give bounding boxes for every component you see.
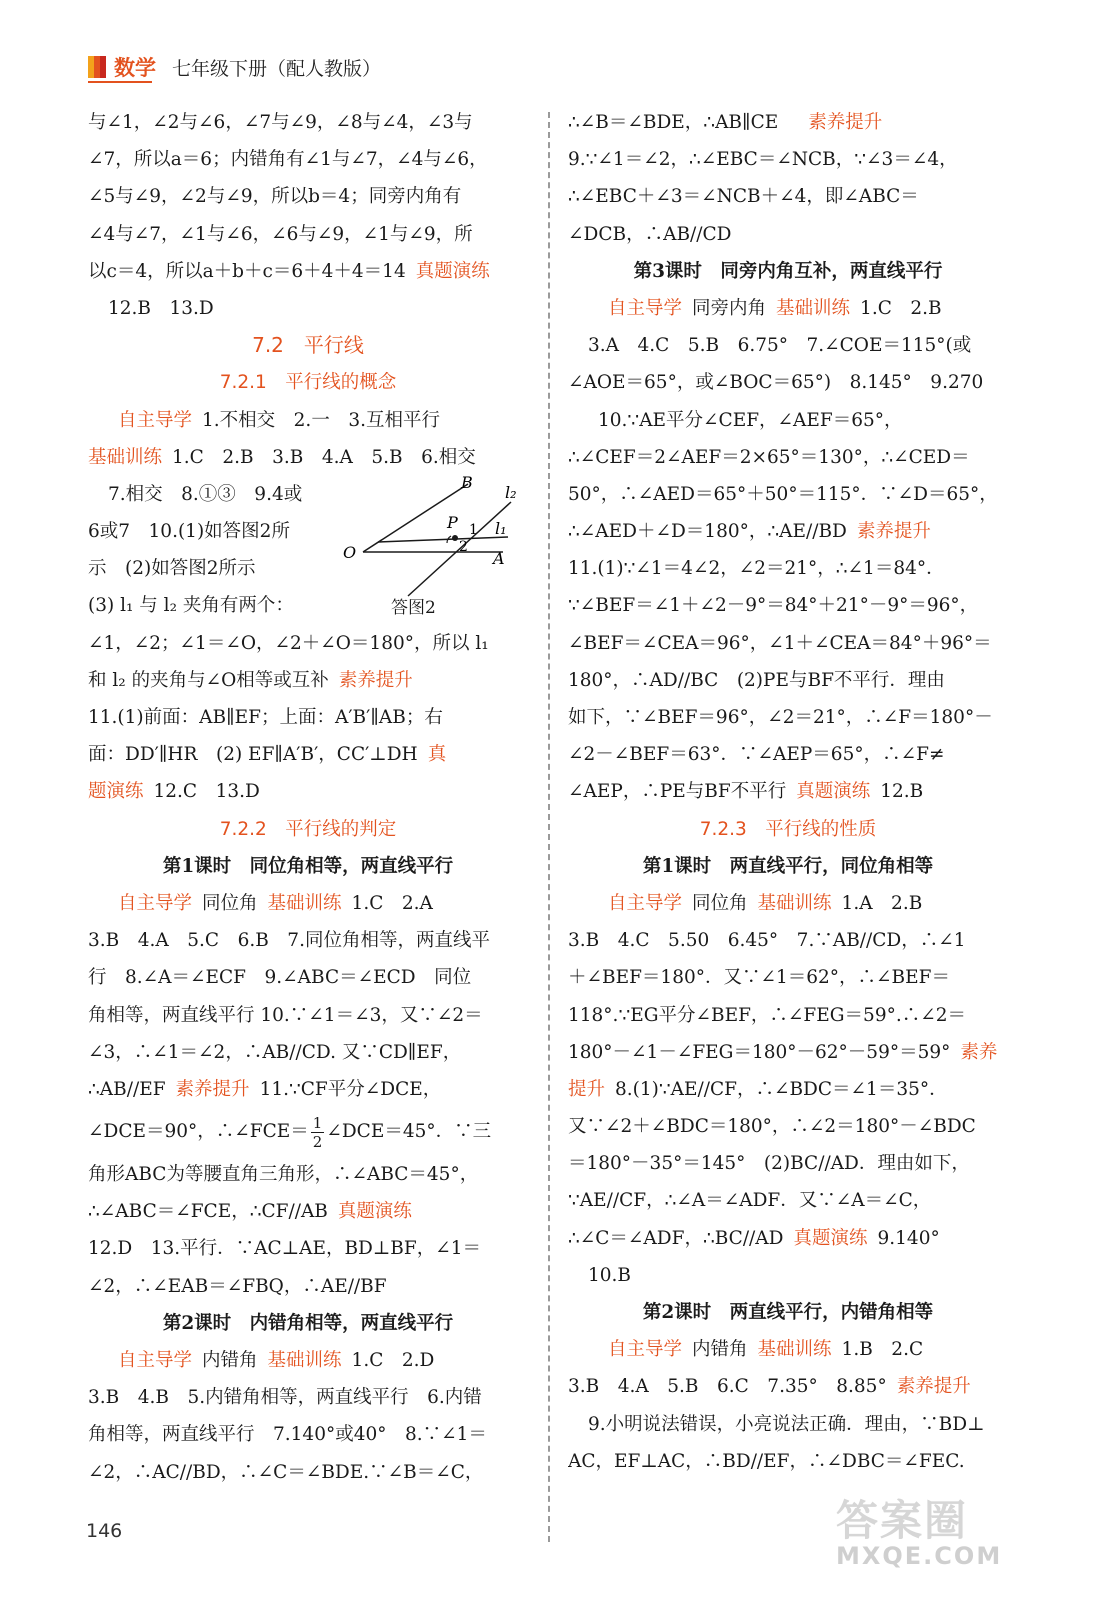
answer-text: 1.C 2.B bbox=[860, 297, 942, 319]
answer-line: 角形ABC为等腰直角三角形，∴∠ABC＝45°， bbox=[88, 1164, 479, 1186]
section-tag: 真题演练 bbox=[415, 260, 490, 282]
answer-line: ＋∠BEF＝180°．又∵∠1＝62°，∴∠BEF＝ bbox=[568, 967, 950, 989]
answer-line: ∠3，∴∠1＝∠2，∴AB//CD. 又∵CD∥EF， bbox=[88, 1041, 462, 1063]
answer-line: 3.B 4.B 5.内错角相等，两直线平行 6.内错 bbox=[88, 1387, 482, 1409]
fraction-numerator: 1 bbox=[312, 1113, 323, 1132]
answer-line: 9.∵∠1＝∠2，∴∠EBC＝∠NCB，∵∠3＝∠4， bbox=[568, 149, 958, 171]
answer-line: 3.B 4.C 5.50 6.45° 7.∵AB//CD，∴∠1 bbox=[568, 930, 966, 952]
section-tag: 基础训练 bbox=[267, 1350, 342, 1371]
section-tag: 素养提升 bbox=[856, 521, 931, 543]
answer-line: 9.小明说法错误，小亮说法正确．理由，∵BD⊥ bbox=[588, 1413, 985, 1435]
answer-line bbox=[88, 1193, 528, 1230]
lesson-heading: 第1课时 两直线平行，同位角相等 bbox=[642, 855, 934, 877]
answer-line bbox=[568, 1220, 1008, 1257]
answer-text: 8.(1)∵AE//CF，∴∠BDC＝∠1＝35°． bbox=[615, 1078, 948, 1100]
answer-text: 同旁内角 bbox=[692, 297, 767, 319]
answer-line: ∠5与∠9，∠2与∠9，所以b＝4；同旁内角有 bbox=[88, 186, 462, 208]
answer-line: 10.∵AE平分∠CEF，∠AEF＝65°， bbox=[598, 409, 903, 431]
answer-line: 与∠1，∠2与∠6，∠7与∠9，∠8与∠4，∠3与 bbox=[88, 112, 473, 133]
answer-line: ∴∠CEF＝2∠AEF＝2×65°＝130°，∴∠CED＝ bbox=[568, 446, 970, 468]
section-tag: 素养提升 bbox=[808, 112, 883, 133]
answer-line bbox=[88, 253, 528, 290]
answer-text: 同位角 bbox=[692, 892, 748, 914]
answer-line: AC，EF⊥AC，∴BD//EF，∴∠DBC＝∠FEC. bbox=[568, 1450, 965, 1472]
answer-line bbox=[88, 1108, 528, 1156]
answer-text: ∠AEP，∴PE与BF不平行 bbox=[568, 781, 787, 803]
answer-line: 11.(1)∵∠1＝4∠2，∠2＝21°，∴∠1＝84°． bbox=[568, 558, 945, 580]
answer-line: (3) l₁ 与 l₂ 夹角有两个： bbox=[88, 595, 294, 617]
lesson-heading: 第2课时 内错角相等，两直线平行 bbox=[162, 1312, 454, 1334]
section-tag: 素养提升 bbox=[896, 1376, 971, 1398]
answer-line: 行 8.∠A＝∠ECF 9.∠ABC＝∠ECD 同位 bbox=[88, 967, 472, 989]
brand-mark-icon bbox=[88, 56, 106, 78]
section-tag: 素养提升 bbox=[175, 1078, 250, 1100]
answer-text: ∴∠C＝∠ADF，∴BC//AD bbox=[568, 1227, 784, 1249]
answer-line: 180°，∴AD//BC (2)PE与BF不平行．理由 bbox=[568, 669, 945, 691]
section-tag: 基础训练 bbox=[757, 1339, 832, 1361]
answer-text: ∴∠ABC＝∠FCE，∴CF//AB bbox=[88, 1201, 328, 1223]
answer-line: 12.B 13.D bbox=[108, 297, 214, 319]
answer-text: 1.A 2.B bbox=[841, 892, 923, 914]
answer-line bbox=[88, 1342, 528, 1379]
lesson-heading: 第3课时 同旁内角互补，两直线平行 bbox=[633, 260, 943, 282]
answer-line bbox=[568, 773, 1008, 810]
answer-line bbox=[568, 885, 1008, 922]
section-tag: 提升 bbox=[568, 1078, 606, 1100]
label-p: P bbox=[447, 512, 458, 532]
answer-line bbox=[88, 885, 528, 922]
section-tag: 真题演练 bbox=[793, 1227, 868, 1249]
point-p bbox=[452, 535, 458, 541]
answer-text: ∠DCE＝90°，∴∠FCE＝ bbox=[88, 1121, 309, 1143]
answer-line bbox=[88, 736, 528, 773]
answer-text: 1.C 2.D bbox=[351, 1350, 435, 1371]
answer-line bbox=[88, 773, 528, 810]
label-l1: l₁ bbox=[495, 518, 507, 538]
answer-line bbox=[568, 1034, 1008, 1071]
answer-text: 1.C 2.B 3.B 4.A 5.B 6.相交 bbox=[172, 446, 476, 468]
answer-line: 3.B 4.A 5.C 6.B 7.同位角相等，两直线平 bbox=[88, 930, 490, 952]
line-l1 bbox=[378, 537, 508, 542]
figure-caption: 答图2 bbox=[391, 597, 436, 618]
watermark-url: MXQE.COM bbox=[836, 1542, 1003, 1570]
lesson-heading: 第2课时 两直线平行，内错角相等 bbox=[642, 1302, 934, 1323]
section-tag: 自主导学 bbox=[118, 892, 193, 914]
answer-line: 12.D 13.平行．∵AC⊥AE，BD⊥BF，∠1＝ bbox=[88, 1238, 481, 1260]
answer-text: ∴∠B＝∠BDE，∴AB∥CE bbox=[568, 112, 779, 133]
section-tag: 自主导学 bbox=[608, 297, 683, 319]
section-tag: 基础训练 bbox=[267, 892, 342, 914]
answer-line: ∠BEF＝∠CEA＝96°，∠1＋∠CEA＝84°＋96°＝ bbox=[568, 632, 992, 654]
answer-line: ∠2，∴∠EAB＝∠FBQ，∴AE//BF bbox=[88, 1275, 387, 1297]
answer-line: ∠2－∠BEF＝63°．∵∠AEP＝65°，∴∠F≠ bbox=[568, 744, 945, 766]
page-header bbox=[88, 52, 381, 82]
label-l2: l₂ bbox=[505, 482, 517, 502]
header-underline bbox=[88, 81, 152, 83]
answer-line bbox=[568, 1071, 1008, 1108]
section-tag: 真题演练 bbox=[796, 781, 871, 803]
answer-line: ∠4与∠7，∠1与∠6，∠6与∠9，∠1与∠9，所 bbox=[88, 223, 473, 245]
right-column bbox=[568, 104, 1008, 1480]
answer-text: 3.B 4.A 5.B 6.C 7.35° 8.85° bbox=[568, 1376, 887, 1398]
label-angle-2: 2 bbox=[459, 538, 468, 555]
book-title: 七年级下册（配人教版） bbox=[172, 57, 382, 80]
figure-row bbox=[88, 476, 528, 625]
section-tag: 真题演练 bbox=[337, 1201, 412, 1223]
section-tag: 基础训练 bbox=[757, 892, 832, 914]
answer-line: 6或7 10.(1)如答图2所 bbox=[88, 521, 290, 543]
answer-line: 3.A 4.C 5.B 6.75° 7.∠COE＝115°(或 bbox=[588, 335, 972, 357]
label-o: O bbox=[343, 542, 357, 562]
answer-line bbox=[568, 290, 1008, 327]
subsection-heading: 7.2.1 平行线的概念 bbox=[219, 372, 397, 394]
answer-line: ∵∠BEF＝∠1＋∠2－9°＝84°＋21°－9°＝96°， bbox=[568, 595, 979, 617]
section-tag: 题演练 bbox=[88, 781, 144, 803]
answer-line bbox=[88, 1071, 528, 1108]
subsection-heading: 7.2.3 平行线的性质 bbox=[699, 818, 877, 840]
subsection-heading: 7.2.2 平行线的判定 bbox=[219, 818, 397, 840]
answer-line: ∠2，∴AC//BD，∴∠C＝∠BDE.∵∠B＝∠C， bbox=[88, 1461, 484, 1483]
answer-line: ∴∠EBC＋∠3＝∠NCB＋∠4，即∠ABC＝ bbox=[568, 186, 919, 208]
answer-figure-2 bbox=[343, 476, 523, 624]
answer-line bbox=[568, 104, 1008, 141]
section-tag: 基础训练 bbox=[88, 446, 163, 468]
answer-text: 内错角 bbox=[202, 1350, 258, 1371]
answer-line: 又∵∠2＋∠BDC＝180°，∴∠2＝180°－∠BDC bbox=[568, 1116, 976, 1138]
answer-line bbox=[88, 402, 528, 439]
label-angle-1: 1 bbox=[469, 521, 478, 538]
answer-line bbox=[88, 662, 528, 699]
answer-line: ∠DCB，∴AB//CD bbox=[568, 223, 732, 245]
answer-line: 角相等，两直线平行 10.∵∠1＝∠3，又∵∠2＝ bbox=[88, 1004, 483, 1026]
answer-line: 118°.∵EG平分∠BEF，∴∠FEG＝59°.∴∠2＝ bbox=[568, 1004, 966, 1026]
answer-text: 面：DD′∥HR (2) EF∥A′B′，CC′⊥DH bbox=[88, 744, 418, 766]
answer-text: 内错角 bbox=[692, 1339, 748, 1361]
answer-text: 180°－∠1－∠FEG＝180°－62°－59°＝59° bbox=[568, 1041, 951, 1063]
label-a: A bbox=[493, 548, 505, 568]
answer-text: ∴AB//EF bbox=[88, 1078, 166, 1100]
subject-title: 数学 bbox=[114, 56, 156, 80]
answer-text: 12.C 13.D bbox=[153, 781, 260, 803]
answer-line bbox=[88, 439, 528, 476]
answer-line: 11.(1)前面：AB∥EF；上面：A′B′∥AB；右 bbox=[88, 707, 443, 728]
answer-text: 11.∵CF平分∠DCE， bbox=[259, 1078, 442, 1100]
answer-line: ∵AE//CF，∴∠A＝∠ADF．又∵∠A＝∠C， bbox=[568, 1190, 932, 1212]
answer-text: 1.不相交 2.一 3.互相平行 bbox=[202, 409, 440, 431]
answer-text: 以c＝4，所以a＋b＋c＝6＋4＋4＝14 bbox=[88, 260, 406, 282]
section-tag: 自主导学 bbox=[118, 409, 193, 431]
answer-line: 7.相交 8.①③ 9.4或 bbox=[108, 483, 303, 505]
section-tag: 基础训练 bbox=[776, 297, 851, 319]
section-tag: 自主导学 bbox=[608, 892, 683, 914]
fraction bbox=[311, 1114, 325, 1151]
answer-text: 1.B 2.C bbox=[841, 1339, 924, 1361]
answer-line: 50°，∴∠AED＝65°＋50°＝115°．∵∠D＝65°， bbox=[568, 483, 998, 505]
section-tag: 素养提升 bbox=[338, 669, 413, 691]
figure-text bbox=[88, 476, 343, 625]
answer-line: ∠AOE＝65°，或∠BOC＝65°) 8.145° 9.270 bbox=[568, 372, 984, 394]
watermark bbox=[836, 1488, 1026, 1570]
answer-text: 12.B bbox=[880, 781, 924, 803]
answer-line bbox=[568, 1368, 1008, 1405]
answer-line: 示 (2)如答图2所示 bbox=[88, 558, 256, 580]
left-column bbox=[88, 104, 528, 1491]
answer-line: ＝180°－35°＝145° (2)BC//AD．理由如下， bbox=[568, 1153, 970, 1175]
page-number: 146 bbox=[86, 1520, 123, 1542]
answer-line: 10.B bbox=[588, 1264, 632, 1286]
answer-text: ∠DCE＝45°．∵三 bbox=[326, 1121, 492, 1143]
answer-text: 1.C 2.A bbox=[351, 892, 433, 914]
label-b: B bbox=[461, 475, 473, 492]
fraction-denominator: 2 bbox=[312, 1132, 323, 1151]
answer-line: 角相等，两直线平行 7.140°或40° 8.∵∠1＝ bbox=[88, 1424, 487, 1446]
column-divider bbox=[548, 112, 550, 1542]
section-tag: 真 bbox=[427, 744, 447, 766]
answer-text: ∴∠AED＋∠D＝180°，∴AE//BD bbox=[568, 521, 847, 543]
lesson-heading: 第1课时 同位角相等，两直线平行 bbox=[162, 855, 454, 877]
section-tag: 自主导学 bbox=[118, 1350, 193, 1371]
answer-text: 和 l₂ 的夹角与∠O相等或互补 bbox=[88, 669, 329, 691]
answer-line: ∠7，所以a＝6；内错角有∠1与∠7，∠4与∠6， bbox=[88, 149, 488, 171]
answer-line: ∠1，∠2；∠1＝∠O，∠2＋∠O＝180°，所以 l₁ bbox=[88, 632, 489, 654]
section-tag: 素养 bbox=[960, 1041, 998, 1063]
answer-text: 同位角 bbox=[202, 892, 258, 914]
answer-line bbox=[568, 1331, 1008, 1368]
section-tag: 自主导学 bbox=[608, 1339, 683, 1361]
answer-text: 9.140° bbox=[877, 1227, 940, 1249]
answer-line bbox=[568, 513, 1008, 550]
watermark-logo-text: 答案圈 bbox=[836, 1496, 969, 1545]
answer-line: 如下，∵∠BEF＝96°，∠2＝21°，∴∠F＝180°－ bbox=[568, 707, 993, 728]
section-heading: 7.2 平行线 bbox=[252, 333, 364, 358]
